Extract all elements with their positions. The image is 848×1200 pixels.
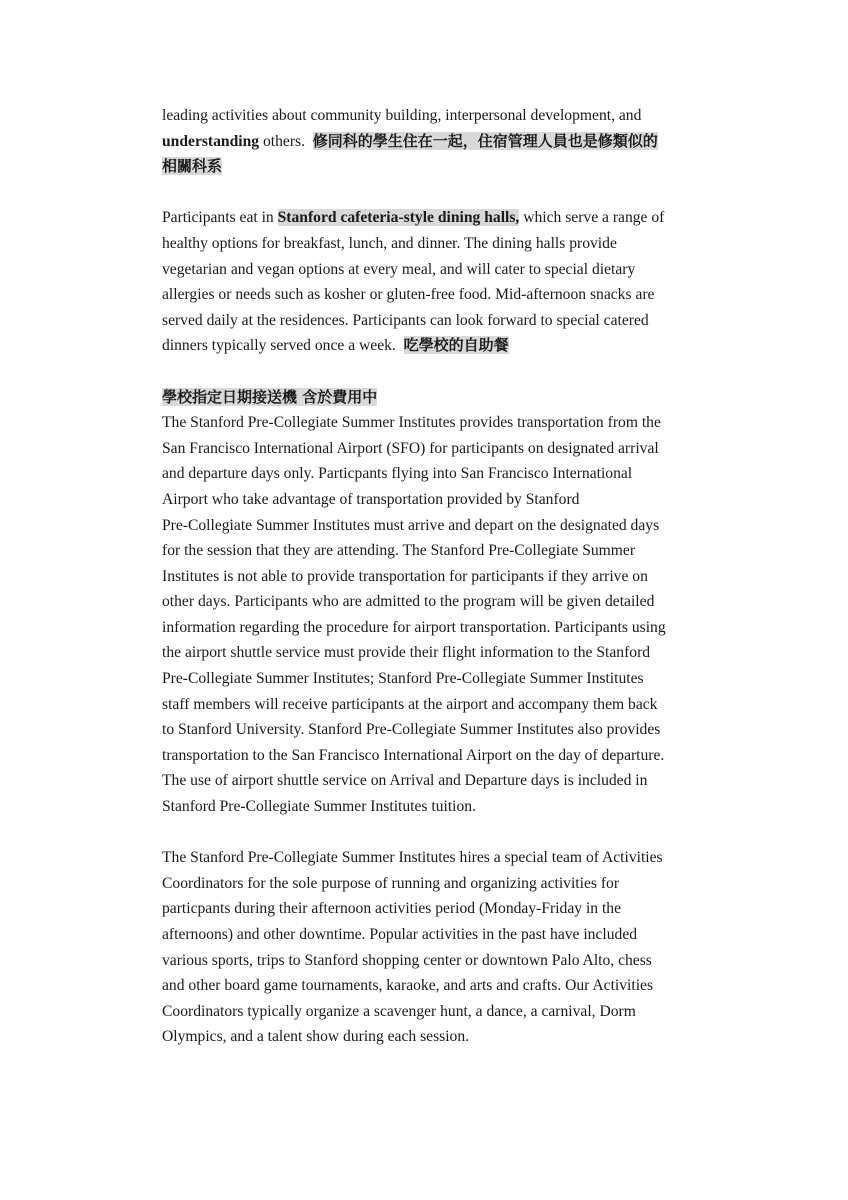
paragraph-spacer <box>162 359 722 385</box>
text-line: served daily at the residences. Participants can look forward to special catered <box>162 311 649 329</box>
chinese-heading: 學校指定日期接送機 含於費用中 <box>162 387 378 406</box>
text-line: Stanford Pre-Collegiate Summer Institutes tuition. <box>162 798 476 816</box>
document-page <box>162 103 722 1050</box>
text-line: The use of airport shuttle service on Arrival and Departure days is included in <box>162 772 648 790</box>
text-line <box>162 205 722 231</box>
text-line: The Stanford Pre-Collegiate Summer Institutes provides transportation from the <box>162 414 661 432</box>
paragraph-activities <box>162 845 722 1050</box>
text-line: staff members will receive participants at the airport and accompany them back <box>162 695 658 713</box>
paragraph-spacer <box>162 820 722 846</box>
text-line <box>162 385 722 411</box>
text-line: to Stanford University. Stanford Pre-Collegiate Summer Institutes also provides <box>162 721 661 739</box>
paragraph-spacer <box>162 180 722 206</box>
chinese-annotation: 修同科的學生住在一起，住宿管理人員也是修類似的 <box>312 131 658 150</box>
text-line: various sports, trips to Stanford shopping center or downtown Palo Alto, chess <box>162 951 652 969</box>
text-line: Pre-Collegiate Summer Institutes; Stanford Pre-Collegiate Summer Institutes <box>162 670 644 688</box>
text-line: transportation to the San Francisco International Airport on the day of departure. <box>162 746 665 764</box>
text-line: vegetarian and vegan options at every meal, and will cater to special dietary <box>162 260 636 278</box>
text-line: particpants during their afternoon activities period (Monday-Friday in the <box>162 900 622 918</box>
text-line: allergies or needs such as kosher or gluten-free food. Mid-afternoon snacks are <box>162 286 655 304</box>
bold-term: understanding <box>162 132 260 150</box>
text-line: The Stanford Pre-Collegiate Summer Institutes hires a special team of Activities <box>162 849 663 867</box>
text-line: Coordinators typically organize a scavenger hunt, a dance, a carnival, Dorm <box>162 1002 636 1020</box>
text-fragment: which serve a range of <box>519 209 665 227</box>
text-line: Institutes is not able to provide transportation for participants if they arrive on <box>162 567 648 585</box>
text-line: information regarding the procedure for airport transportation. Participants using <box>162 618 666 636</box>
paragraph-dining <box>162 205 722 359</box>
text-line: for the session that they are attending. The Stanford Pre-Collegiate Summer <box>162 542 636 560</box>
text-fragment: others. <box>259 132 305 150</box>
paragraph-community <box>162 103 722 180</box>
text-line: the airport shuttle service must provide their flight information to the Stanford <box>162 644 651 662</box>
text-line: afternoons) and other downtime. Popular activities in the past have included <box>162 926 638 943</box>
text-line <box>162 154 722 180</box>
paragraph-transportation <box>162 385 722 820</box>
text-line: Coordinators for the sole purpose of running and organizing activities for <box>162 874 620 892</box>
text-line: healthy options for breakfast, lunch, and dinner. The dining halls provide <box>162 234 617 252</box>
text-line: Olympics, and a talent show during each session. <box>162 1028 470 1046</box>
text-line <box>162 333 722 359</box>
text-line: leading activities about community building, interpersonal development, and <box>162 107 642 124</box>
chinese-annotation: 吃學校的自助餐 <box>403 336 509 355</box>
text-line: and departure days only. Particpants flying into San Francisco International <box>162 465 633 483</box>
bold-term: Stanford cafeteria-style dining halls, <box>277 209 520 227</box>
text-fragment: Participants eat in <box>162 209 278 227</box>
text-line <box>162 129 722 155</box>
text-line: Airport who take advantage of transportation provided by Stanford <box>162 490 580 508</box>
chinese-annotation: 相關科系 <box>162 157 223 176</box>
text-line: Pre-Collegiate Summer Institutes must arrive and depart on the designated days <box>162 516 660 534</box>
text-fragment: dinners typically served once a week. <box>162 337 396 355</box>
text-line: San Francisco International Airport (SFO) for participants on designated arrival <box>162 439 659 457</box>
text-line: and other board game tournaments, karaoke, and arts and crafts. Our Activities <box>162 977 654 995</box>
text-line: other days. Participants who are admitted to the program will be given detailed <box>162 593 655 611</box>
